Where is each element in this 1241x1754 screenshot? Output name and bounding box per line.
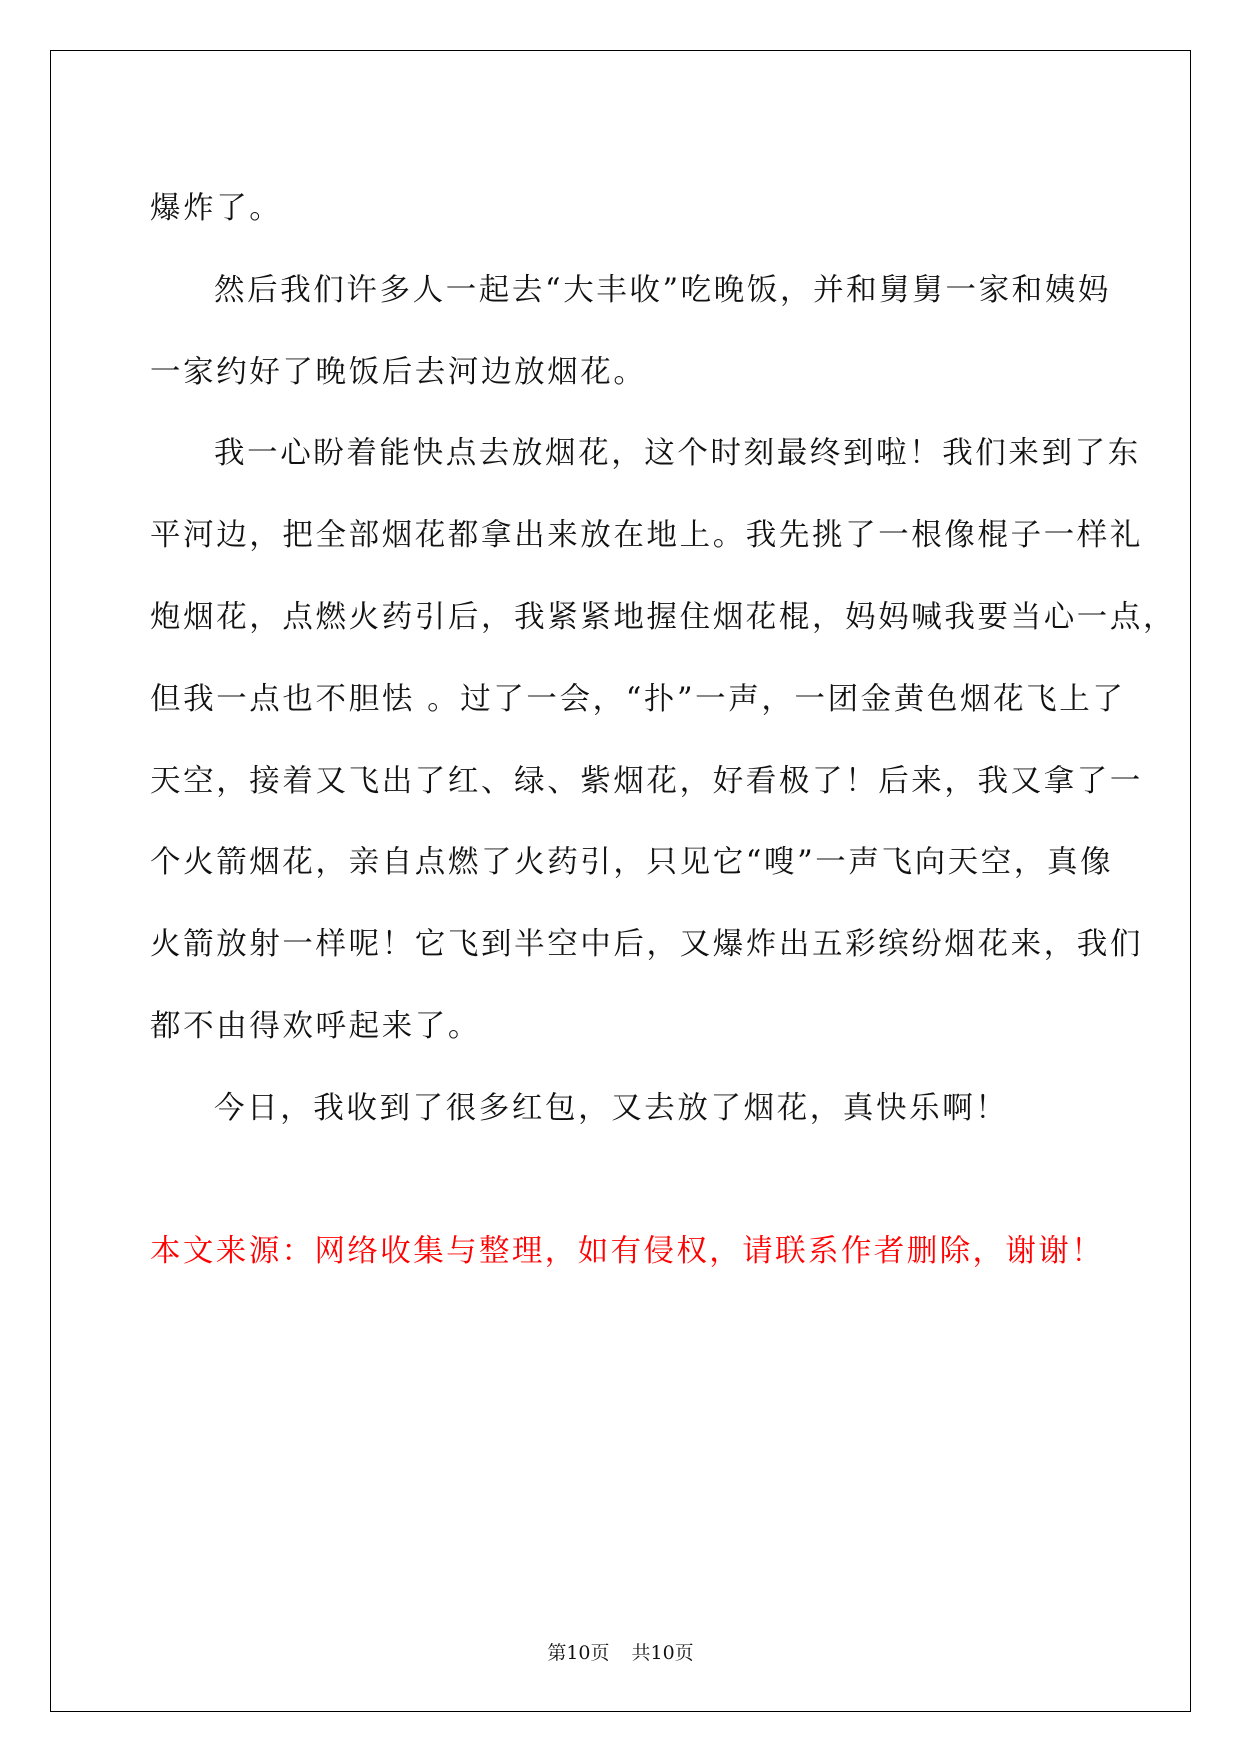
total-pages-label: 共10页 bbox=[631, 1642, 694, 1664]
source-note: 本文来源：网络收集与整理，如有侵权，请联系作者删除，谢谢！ bbox=[150, 1234, 1105, 1269]
body-line-10: 火箭放射一样呢！它飞到半空中后，又爆炸出五彩缤纷烟花来，我们 bbox=[150, 927, 1143, 963]
current-page-label: 第10页 bbox=[547, 1642, 610, 1664]
body-line-2: 然后我们许多人一起去“大丰收”吃晚饭，并和舅舅一家和姨妈 bbox=[214, 272, 1111, 308]
body-line-7: 但我一点也不胆怯 。过了一会，“扑”一声，一团金黄色烟花飞上了 bbox=[150, 681, 1126, 717]
body-line-11: 都不由得欢呼起来了。 bbox=[150, 1008, 481, 1044]
body-line-5: 平河边，把全部烟花都拿出来放在地上。我先挑了一根像棍子一样礼 bbox=[150, 518, 1143, 554]
body-line-3: 一家约好了晚饭后去河边放烟花。 bbox=[150, 354, 647, 390]
body-line-9: 个火箭烟花，亲自点燃了火药引，只见它“嗖”一声飞向天空，真像 bbox=[150, 845, 1114, 881]
page-footer bbox=[0, 1638, 1241, 1665]
body-line-12: 今日，我收到了很多红包，又去放了烟花，真快乐啊！ bbox=[214, 1090, 1009, 1126]
body-line-8: 天空，接着又飞出了红、绿、紫烟花，好看极了！后来，我又拿了一 bbox=[150, 763, 1143, 799]
body-line-6: 炮烟花，点燃火药引后，我紧紧地握住烟花棍，妈妈喊我要当心一点， bbox=[150, 599, 1177, 635]
body-line-1: 爆炸了。 bbox=[150, 191, 283, 226]
article-body bbox=[150, 168, 1177, 1150]
body-line-4: 我一心盼着能快点去放烟花，这个时刻最终到啦！我们来到了东 bbox=[214, 436, 1141, 472]
